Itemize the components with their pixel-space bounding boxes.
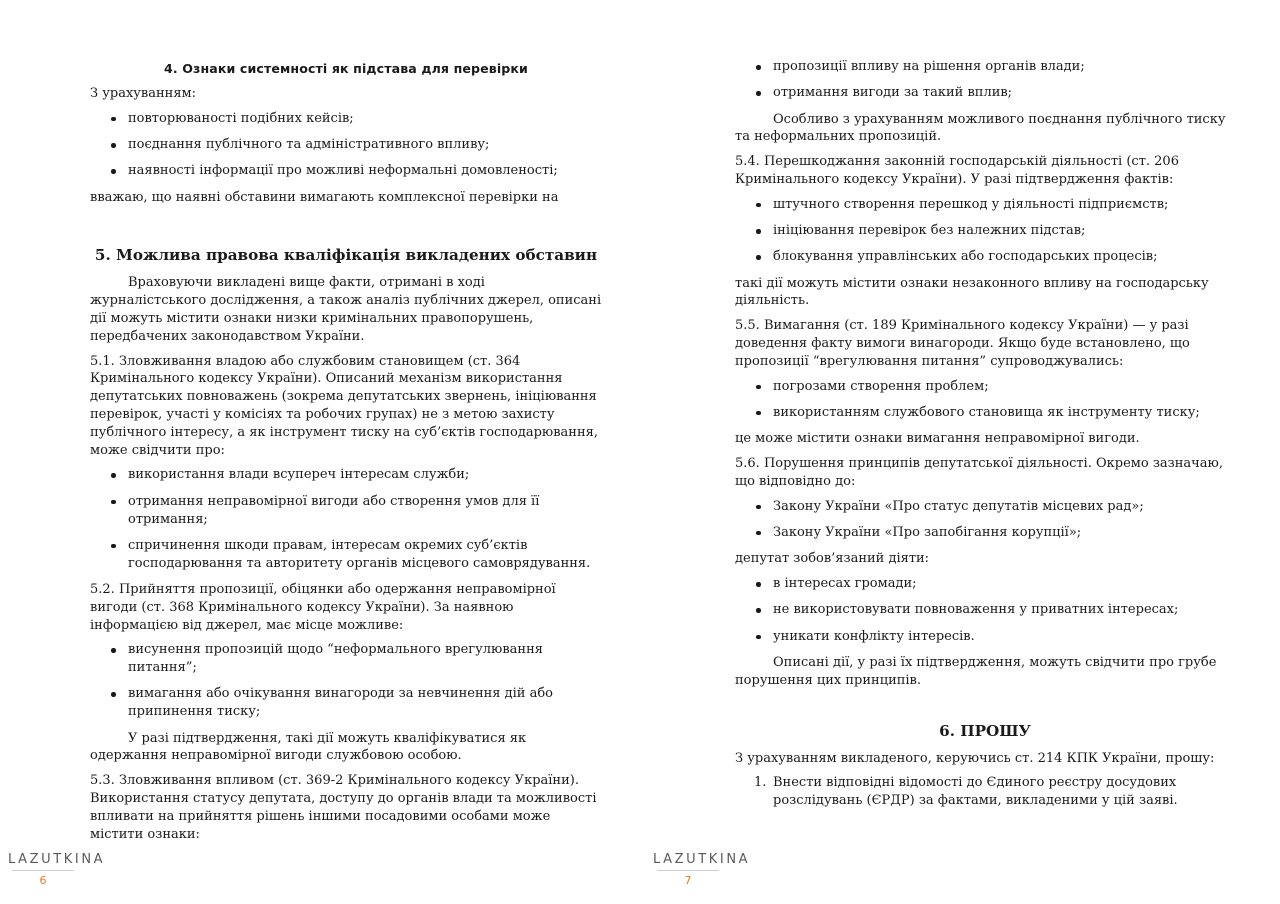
request-item <box>754 774 1235 810</box>
list-item: штучного створення перешкод у діяльності підприємств; <box>773 196 1235 214</box>
list-5-3 <box>735 58 1235 102</box>
list-5-1 <box>90 466 602 572</box>
request-text: Внести відповідні відомості до Єдиного реєстру досудових розслідувань (ЄРДР) за фактами, викладеними у цій заяві. <box>773 775 1178 809</box>
list-item: пропозиції впливу на рішення органів влади; <box>773 58 1235 76</box>
paragraph-5-5-conclusion: це може містити ознаки вимагання неправомірної вигоди. <box>735 431 1140 447</box>
section-5-heading: 5. Можлива правова кваліфікація викладених обставин <box>94 246 598 265</box>
logo-wordmark: LAZUTKINA <box>653 852 751 867</box>
request-number: 1. <box>754 775 767 791</box>
list-item: отримання вигоди за такий вплив; <box>773 84 1235 102</box>
list-item: повторюваності подібних кейсів; <box>128 110 602 128</box>
section-4-heading: 4. Ознаки системності як підстава для перевірки <box>164 61 528 76</box>
list-item: використання влади всупереч інтересам служби; <box>128 466 602 484</box>
paragraph-5-6: 5.6. Порушення принципів депутатської діяльності. Окремо зазначаю, що відповідно до: <box>735 456 1223 489</box>
paragraph-5-2-conclusion: У разі підтвердження, такі дії можуть кваліфікуватися як одержання неправомірної вигоди службовою особою. <box>90 730 527 764</box>
list-5-6-laws <box>735 498 1235 542</box>
list-item: уникати конфлікту інтересів. <box>773 628 1235 646</box>
list-item: ініціювання перевірок без належних підстав; <box>773 222 1235 240</box>
section-6-heading: 6. ПРОШУ <box>939 721 1031 740</box>
page-content <box>90 56 602 850</box>
section-4-intro: З урахуванням: <box>90 86 197 101</box>
section-6-intro: З урахуванням викладеного, керуючись ст. 214 КПК України, прошу: <box>735 750 1215 766</box>
list-item: наявності інформації про можливі неформальні домовленості; <box>128 162 602 180</box>
section-4-list <box>90 110 602 180</box>
list-item: Закону України «Про статус депутатів місцевих рад»; <box>773 498 1235 516</box>
list-item: погрозами створення проблем; <box>773 378 1235 396</box>
page-content <box>735 58 1235 810</box>
paragraph-5-3: 5.3. Зловживання впливом (ст. 369-2 Кримінального кодексу України). Використання статусу депутата, доступу до органів влади та можливості впливати на прийняття рішень іншими посадовими особами може містити ознаки: <box>90 773 597 842</box>
list-item: спричинення шкоди правам, інтересам окремих суб’єктів господарювання та авторитету органів місцевого самоврядування. <box>128 537 602 573</box>
footer-logo <box>653 852 751 887</box>
section-4-conclusion: вважаю, що наявні обставини вимагають комплексної перевірки на <box>90 189 559 205</box>
logo-divider <box>657 870 719 871</box>
list-5-5 <box>735 378 1235 422</box>
logo-wordmark: LAZUTKINA <box>8 852 106 867</box>
paragraph-5-4: 5.4. Перешкоджання законній господарській діяльності (ст. 206 Кримінального кодексу України). У разі підтвердження фактів: <box>735 154 1179 187</box>
logo-divider <box>12 870 74 871</box>
list-item: отримання неправомірної вигоди або створення умов для її отримання; <box>128 493 602 529</box>
page-number: 6 <box>39 874 47 887</box>
list-item: використанням службового становища як інструменту тиску; <box>773 404 1235 422</box>
list-item: блокування управлінських або господарських процесів; <box>773 248 1235 266</box>
list-item: Закону України «Про запобігання корупції»; <box>773 524 1235 542</box>
paragraph-5-2: 5.2. Прийняття пропозиції, обіцянки або одержання неправомірної вигоди (ст. 368 Кримінального кодексу України). За наявною інформацією від джерел, має місце можливе: <box>90 581 556 633</box>
paragraph-5-1: 5.1. Зловживання владою або службовим становищем (ст. 364 Кримінального кодексу України). Описаний механізм використання депутатських повноважень (зокрема депутатських звернень, ініціювання перевірок, участі у комісіях та робочих групах) не з метою захисту публічного інтересу, а як інструмент тиску на суб’єктів господарювання, може свідчити про: <box>90 353 598 458</box>
paragraph-5-6-conclusion: Описані дії, у разі їх підтвердження, можуть свідчити про грубе порушення цих принципів. <box>735 654 1217 688</box>
paragraph-5-5: 5.5. Вимагання (ст. 189 Кримінального кодексу України) — у разі доведення факту вимоги винагороди. Якщо буде встановлено, що пропозиції “врегулювання питання” супроводжувались: <box>735 318 1190 369</box>
paragraph-5-6-duties-intro: депутат зобов’язаний діяти: <box>735 551 930 567</box>
list-item: не використовувати повноваження у приватних інтересах; <box>773 601 1235 619</box>
page-number: 7 <box>684 874 692 887</box>
list-item: висунення пропозицій щодо “неформального врегулювання питання”; <box>128 641 602 677</box>
list-item: поєднання публічного та адміністративного впливу; <box>128 136 602 154</box>
list-item: вимагання або очікування винагороди за невчинення дій або припинення тиску; <box>128 685 602 721</box>
paragraph-5-4-conclusion: такі дії можуть містити ознаки незаконного впливу на господарську діяльність. <box>735 275 1209 309</box>
paragraph-5-3-conclusion: Особливо з урахуванням можливого поєднання публічного тиску та неформальних пропозицій. <box>735 111 1226 145</box>
section-5-intro: Враховуючи викладені вище факти, отримані в ході журналістського дослідження, а також аналіз публічних джерел, описані дії можуть містити ознаки низки кримінальних правопорушень, передбачених законодавством України. <box>90 275 602 344</box>
document-page-7 <box>645 0 1280 904</box>
requests-list <box>735 774 1235 810</box>
list-5-4 <box>735 196 1235 266</box>
footer-logo <box>8 852 106 887</box>
list-5-6-duties <box>735 575 1235 645</box>
list-item: в інтересах громади; <box>773 575 1235 593</box>
list-5-2 <box>90 641 602 721</box>
